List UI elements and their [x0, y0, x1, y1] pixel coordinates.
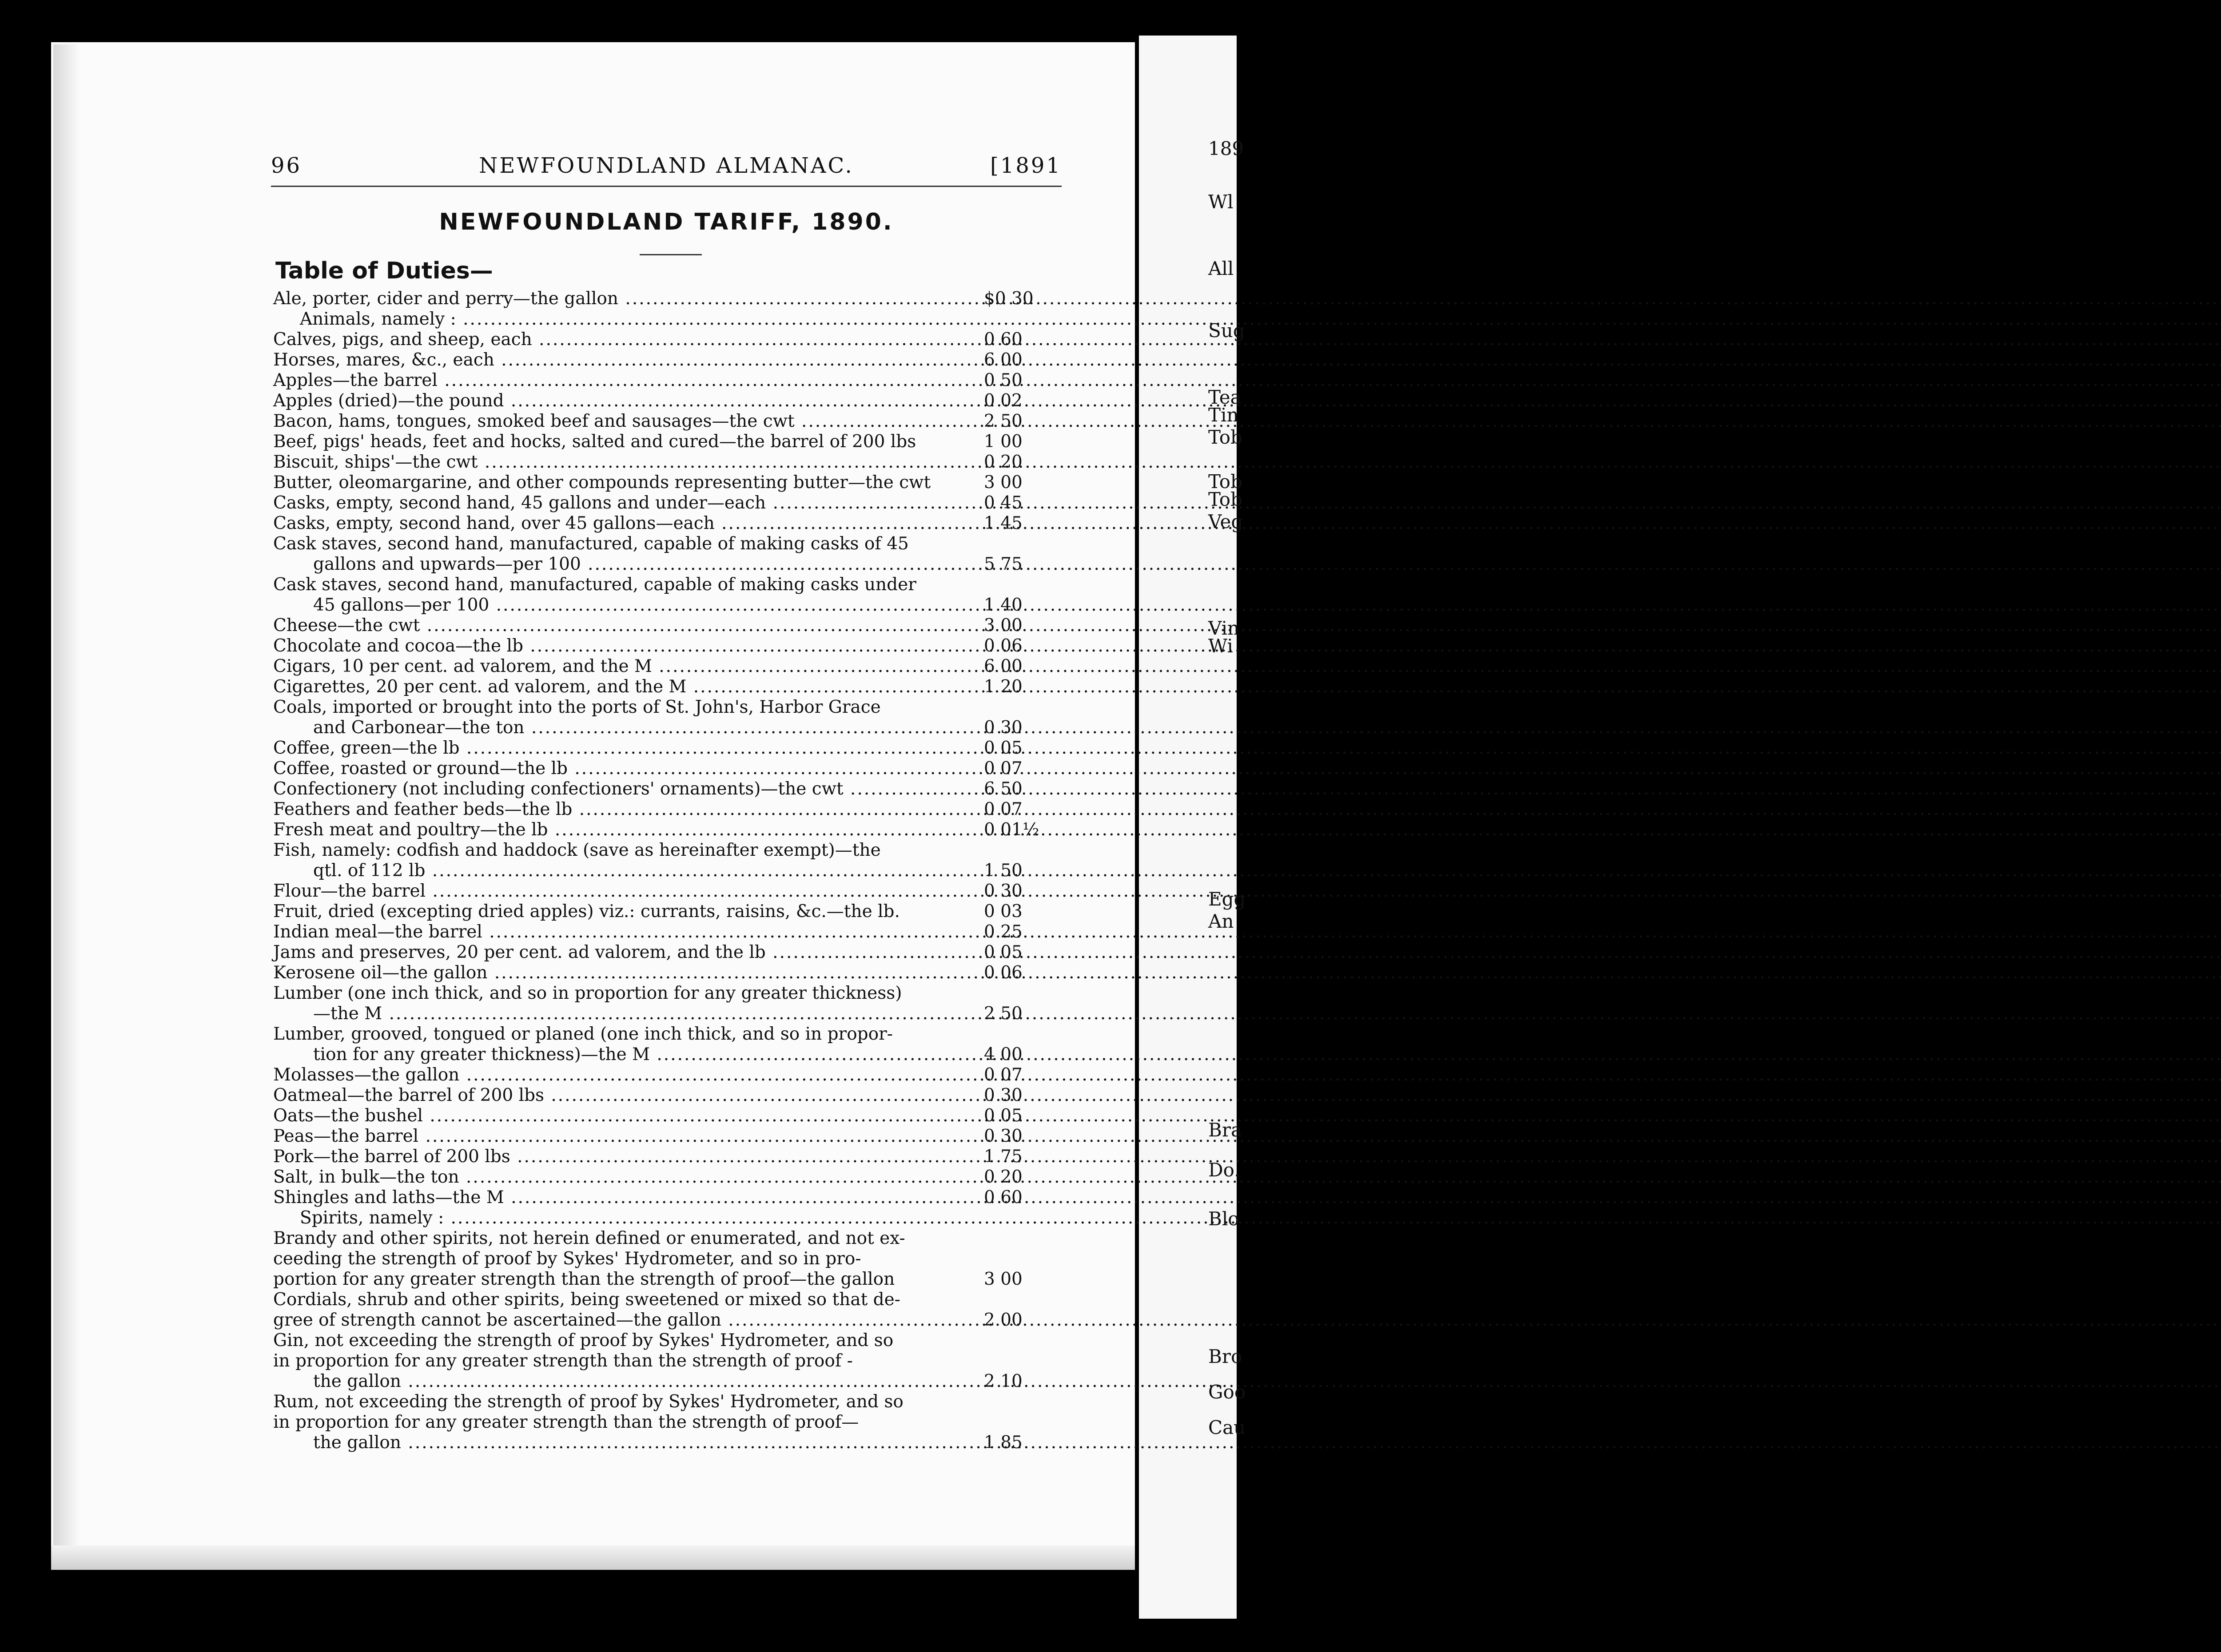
table-row [273, 534, 1064, 554]
page-bottom-edge [51, 1545, 1135, 1570]
duty-item: Biscuit, ships'—the cwt ..... [273, 452, 984, 473]
duty-rate: $0 30 [984, 289, 1034, 309]
duty-item: in proportion for any greater strength than the strength of proof— [273, 1412, 859, 1432]
table-row [273, 1371, 1064, 1392]
duty-item: Oatmeal—the barrel of 200 lbs ..... [273, 1085, 984, 1106]
table-row [273, 697, 1064, 718]
duty-item: Lumber, grooved, tongued or planed (one inch thick, and so in propor- [273, 1024, 893, 1044]
duty-item: the gallon ..... [313, 1433, 984, 1453]
duty-rate: 1 50 [984, 861, 1023, 881]
duty-rate: 0 20 [984, 1167, 1023, 1187]
duty-rate: 3 00 [984, 616, 1023, 635]
table-row [273, 309, 1064, 330]
duty-rate: 0 06 [984, 636, 1023, 656]
duty-rate: 6 00 [984, 350, 1023, 370]
table-row [273, 677, 1064, 697]
duty-rate: 0 60 [984, 330, 1023, 349]
duty-item: and Carbonear—the ton ..... [313, 718, 984, 738]
running-head [271, 153, 1062, 184]
table-heading: Table of Duties— [275, 258, 493, 284]
duty-item: Cheese—the cwt ..... [273, 616, 984, 636]
right-page-fragment: Cau [1208, 1417, 1246, 1438]
table-row [273, 738, 1064, 758]
duty-item: Spirits, namely : ..... [300, 1208, 984, 1228]
duty-rate: 1 20 [984, 677, 1023, 697]
duty-item: Salt, in bulk—the ton ..... [273, 1167, 984, 1187]
table-row [273, 1187, 1064, 1208]
duty-rate: 1 75 [984, 1147, 1023, 1167]
duty-item: gree of strength cannot be ascertained—the gallon ..... [273, 1310, 984, 1330]
table-row [273, 1269, 1064, 1290]
table-row [273, 1412, 1064, 1433]
duty-item: Oats—the bushel ..... [273, 1106, 984, 1126]
duty-item: Peas—the barrel ..... [273, 1126, 984, 1147]
table-row [273, 922, 1064, 942]
table-row [273, 1228, 1064, 1249]
table-row [273, 1351, 1064, 1371]
duty-item: qtl. of 112 lb ..... [313, 861, 984, 881]
table-row [273, 513, 1064, 534]
table-row [273, 1433, 1064, 1453]
right-page-fragment: Tob [1208, 471, 1242, 492]
duty-item: Bacon, hams, tongues, smoked beef and sausages—the cwt ..... [273, 411, 984, 432]
table-row [273, 411, 1064, 432]
duty-rate: 1 45 [984, 513, 1023, 533]
right-page-fragment: Tob [1208, 426, 1242, 448]
duty-item: the gallon ..... [313, 1371, 984, 1392]
table-row [273, 595, 1064, 616]
duty-item: Fruit, dried (excepting dried apples) viz.: currants, raisins, &c.—the lb. [273, 901, 900, 921]
page-gutter-shadow [53, 44, 80, 1568]
duty-rate: 0 60 [984, 1187, 1023, 1207]
right-page-fragment: Wl [1208, 191, 1234, 213]
duty-item: —the M ..... [313, 1004, 984, 1024]
duty-item: Cask staves, second hand, manufactured, capable of making casks of 45 [273, 534, 909, 554]
table-row [273, 799, 1064, 820]
duty-rate: 2 50 [984, 1004, 1023, 1024]
duty-item: Cigarettes, 20 per cent. ad valorem, and the M ..... [273, 677, 984, 697]
duty-rate: 2 10 [984, 1371, 1023, 1391]
table-row [273, 1004, 1064, 1024]
table-row [273, 840, 1064, 861]
duty-item: gallons and upwards—per 100 ..... [313, 554, 984, 575]
duty-rate: 6 50 [984, 779, 1023, 799]
duty-rate: 0 07 [984, 799, 1023, 819]
duty-item: Molasses—the gallon ..... [273, 1065, 984, 1085]
table-row [273, 1249, 1064, 1269]
duty-item: Coffee, roasted or ground—the lb ..... [273, 758, 984, 779]
table-row [273, 718, 1064, 738]
duty-item: Shingles and laths—the M ..... [273, 1187, 984, 1208]
duty-item: Cigars, 10 per cent. ad valorem, and the M ..... [273, 656, 984, 677]
duty-item: in proportion for any greater strength than the strength of proof - [273, 1351, 853, 1371]
duty-item: Cask staves, second hand, manufactured, capable of making casks under [273, 575, 916, 595]
title-rule [640, 254, 702, 255]
duty-rate: 1 00 [984, 432, 1023, 452]
duty-item: Feathers and feather beds—the lb ..... [273, 799, 984, 820]
table-row [273, 1208, 1064, 1228]
duty-rate: 0 01½ [984, 820, 1039, 840]
right-page-fragment: Vin [1208, 617, 1240, 639]
duty-rate: 0 06 [984, 963, 1023, 983]
duty-rate: 0 02 [984, 391, 1023, 411]
duty-item: Fish, namely: codfish and haddock (save as hereinafter exempt)—the [273, 840, 881, 860]
duty-rate: 0 30 [984, 718, 1023, 738]
duty-item: Brandy and other spirits, not herein defined or enumerated, and not ex- [273, 1228, 905, 1248]
duty-rate: 0 50 [984, 370, 1023, 390]
table-row [273, 289, 1064, 309]
duty-item: Flour—the barrel ..... [273, 881, 984, 901]
right-page-fragment: Wi [1208, 635, 1233, 657]
table-row [273, 1024, 1064, 1044]
duty-item: tion for any greater thickness)—the M ..... [313, 1044, 984, 1065]
duty-item: Coals, imported or brought into the ports of St. John's, Harbor Grace [273, 697, 881, 717]
table-row [273, 1106, 1064, 1126]
duty-rate: 0 03 [984, 901, 1023, 921]
right-page-fragment: Veg [1208, 511, 1243, 532]
table-row [273, 452, 1064, 473]
table-row [273, 370, 1064, 391]
duty-item: Lumber (one inch thick, and so in proportion for any greater thickness) [273, 983, 902, 1003]
right-page-fragment: Bro [1208, 1346, 1242, 1367]
table-row [273, 350, 1064, 370]
duty-item: Horses, mares, &c., each ..... [273, 350, 984, 370]
duty-rate: 0 30 [984, 881, 1023, 901]
duty-item: Apples—the barrel ..... [273, 370, 984, 391]
duty-rate: 0 30 [984, 1085, 1023, 1105]
table-row [273, 942, 1064, 963]
duty-item: Confectionery (not including confectioners' ornaments)—the cwt ..... [273, 779, 984, 799]
duty-rate: 0 05 [984, 1106, 1023, 1126]
duty-item: Ale, porter, cider and perry—the gallon ..... [273, 289, 984, 309]
duty-rate: 1 40 [984, 595, 1023, 615]
duty-item: Casks, empty, second hand, 45 gallons and under—each ..... [273, 493, 984, 513]
right-page-fragment: Tob [1208, 488, 1242, 510]
duty-rate: 0 07 [984, 758, 1023, 778]
table-row [273, 1044, 1064, 1065]
table-row [273, 901, 1064, 922]
table-row [273, 1147, 1064, 1167]
table-row [273, 1290, 1064, 1310]
right-page-fragment: Do. [1208, 1159, 1240, 1181]
duty-rate: 0 20 [984, 452, 1023, 472]
right-page-fragment: Tea [1208, 386, 1242, 408]
running-year: [1891 [990, 153, 1062, 178]
right-page-fragment: Blo [1208, 1208, 1239, 1230]
table-row [273, 473, 1064, 493]
duty-item: Chocolate and cocoa—the lb ..... [273, 636, 984, 656]
table-row [273, 1065, 1064, 1085]
right-page-fragment: 189 [1208, 138, 1244, 159]
right-page-fragment: All [1208, 258, 1234, 279]
duty-rate: 3 00 [984, 1269, 1023, 1289]
table-row [273, 983, 1064, 1004]
duty-rate: 0 30 [984, 1126, 1023, 1146]
duty-rate: 3 00 [984, 473, 1023, 492]
table-row [273, 616, 1064, 636]
table-row [273, 1330, 1064, 1351]
table-row [273, 820, 1064, 840]
duty-rate: 6 00 [984, 656, 1023, 676]
duty-item: Gin, not exceeding the strength of proof by Sykes' Hydrometer, and so [273, 1330, 894, 1350]
table-row [273, 779, 1064, 799]
duty-item: Rum, not exceeding the strength of proof by Sykes' Hydrometer, and so [273, 1392, 904, 1412]
duty-item: 45 gallons—per 100 ..... [313, 595, 984, 616]
duty-item: Butter, oleomargarine, and other compounds representing butter—the cwt [273, 473, 931, 492]
table-row [273, 1167, 1064, 1187]
running-title: NEWFOUNDLAND ALMANAC. [479, 153, 854, 178]
duty-rate: 5 75 [984, 554, 1023, 574]
table-row [273, 1392, 1064, 1412]
table-row [273, 656, 1064, 677]
header-rule [271, 186, 1062, 187]
right-page-fragment: Sug [1208, 320, 1245, 342]
table-row [273, 330, 1064, 350]
duties-table [273, 289, 1064, 1453]
table-row [273, 432, 1064, 452]
duty-item: Cordials, shrub and other spirits, being sweetened or mixed so that de- [273, 1290, 900, 1310]
table-row [273, 758, 1064, 779]
table-row [273, 636, 1064, 656]
duty-rate: 0 45 [984, 493, 1023, 513]
table-row [273, 963, 1064, 983]
table-row [273, 575, 1064, 595]
duty-rate: 0 05 [984, 738, 1023, 758]
duty-item: Calves, pigs, and sheep, each ..... [273, 330, 984, 350]
duty-item: Jams and preserves, 20 per cent. ad valorem, and the lb ..... [273, 942, 984, 963]
duty-item: Casks, empty, second hand, over 45 gallons—each ..... [273, 513, 984, 534]
table-row [273, 861, 1064, 881]
table-row [273, 493, 1064, 513]
right-page-fragment: Bra [1208, 1119, 1242, 1141]
duty-rate: 0 05 [984, 942, 1023, 962]
duty-item: ceeding the strength of proof by Sykes' Hydrometer, and so in pro- [273, 1249, 861, 1269]
table-row [273, 1085, 1064, 1106]
table-row [273, 881, 1064, 901]
duty-rate: 2 50 [984, 411, 1023, 431]
duty-rate: 0 07 [984, 1065, 1023, 1085]
table-row [273, 1126, 1064, 1147]
duty-item: Coffee, green—the lb ..... [273, 738, 984, 758]
right-page-fragment: Tin [1208, 404, 1239, 426]
right-page-fragment: Egg [1208, 888, 1246, 910]
duty-item: Kerosene oil—the gallon ..... [273, 963, 984, 983]
right-page-fragment: An [1208, 910, 1234, 932]
duty-rate: 4 00 [984, 1044, 1023, 1064]
duty-item: Indian meal—the barrel ..... [273, 922, 984, 942]
duty-item: Pork—the barrel of 200 lbs ..... [273, 1147, 984, 1167]
duty-rate: 1 85 [984, 1433, 1023, 1453]
duty-item: Fresh meat and poultry—the lb ..... [273, 820, 984, 840]
duty-rate: 2 00 [984, 1310, 1023, 1330]
duty-item: Animals, namely : ..... [300, 309, 984, 330]
table-row [273, 1310, 1064, 1330]
table-row [273, 391, 1064, 411]
duty-item: Apples (dried)—the pound ..... [273, 391, 984, 411]
table-row [273, 554, 1064, 575]
duty-rate: 0 25 [984, 922, 1023, 942]
right-page-fragment: Goo [1208, 1381, 1246, 1403]
duty-item: portion for any greater strength than the strength of proof—the gallon [273, 1269, 895, 1289]
page-number: 96 [271, 153, 302, 178]
duty-item: Beef, pigs' heads, feet and hocks, salted and cured—the barrel of 200 lbs [273, 432, 916, 452]
page-title: NEWFOUNDLAND TARIFF, 1890. [439, 209, 894, 235]
